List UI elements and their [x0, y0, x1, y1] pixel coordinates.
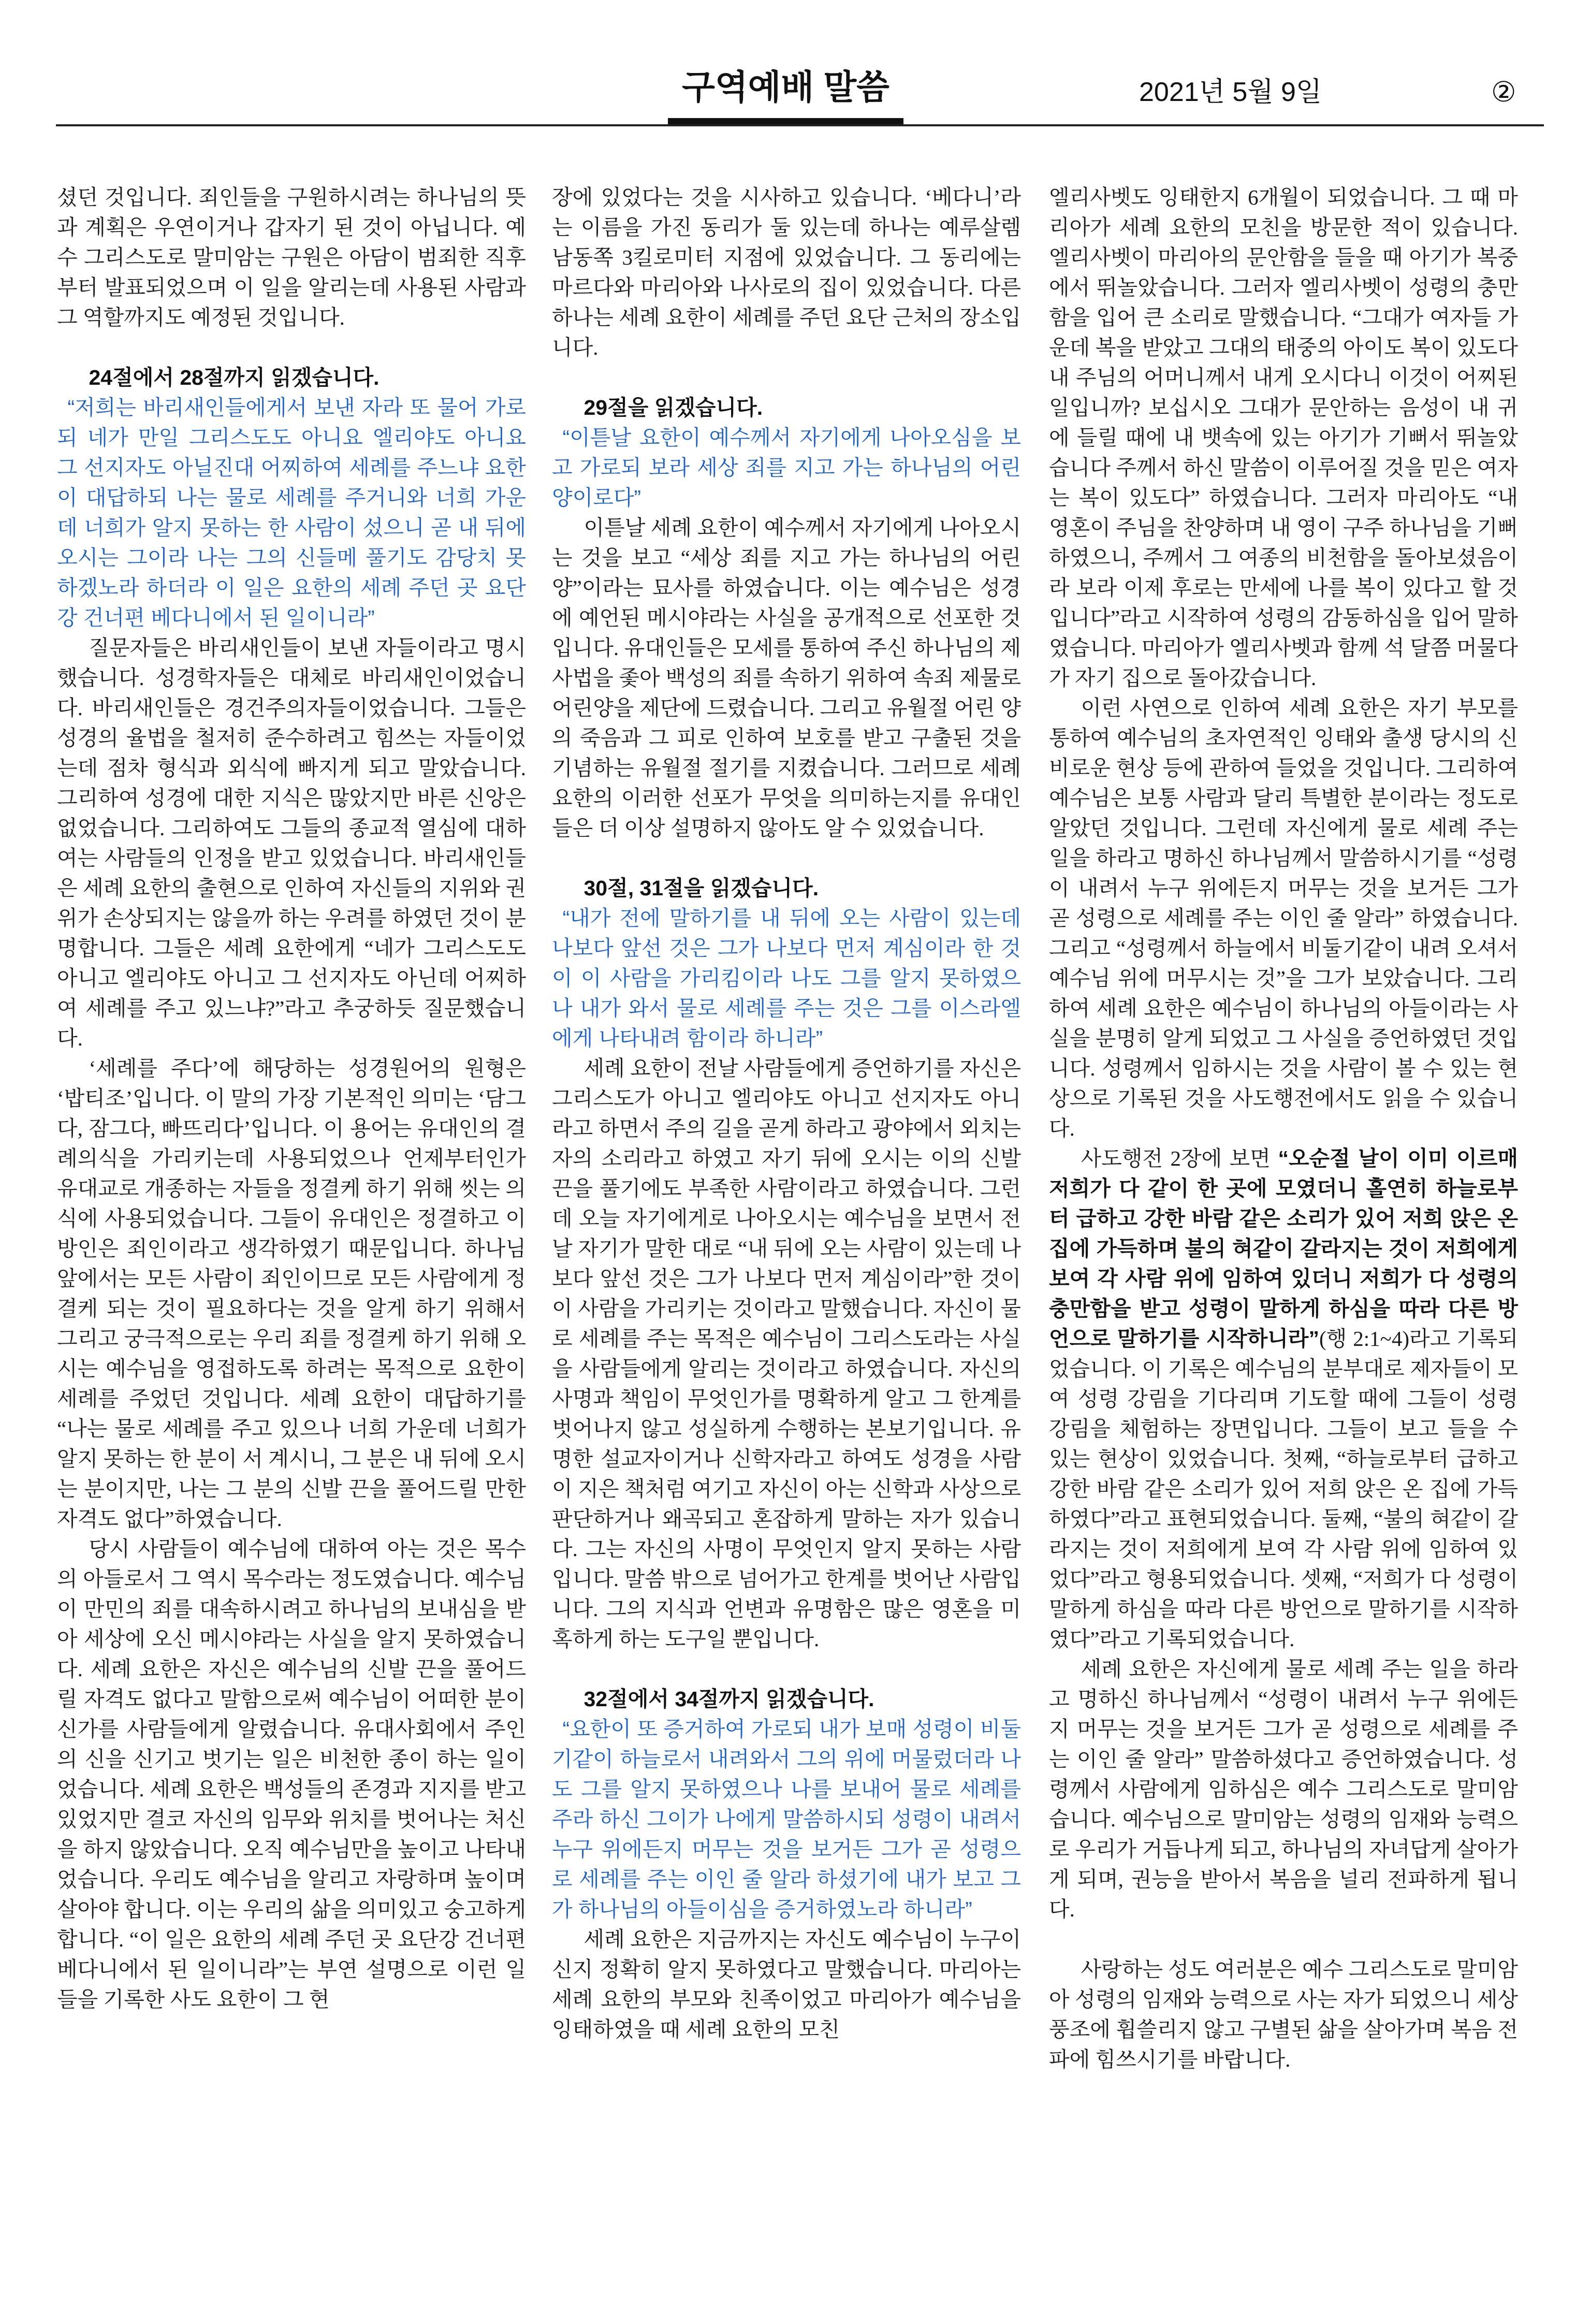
section-title: 구역예배 말씀 [682, 68, 889, 106]
text-column-1 [57, 182, 526, 2014]
body-paragraph: 셨던 것입니다. 죄인들을 구원하시려는 하나님의 뜻과 계획은 우연이거나 갑자기 된 것이 아닙니다. 예수 그리스도로 말미암는 구원은 아담이 범죄한 직후부터 발표되었으며 이 일을 알리는데 사용된 사람과 그 역할까지도 예정된 것입니다. [57, 185, 526, 329]
body-paragraph: 세례 요한은 자신에게 물로 세례 주는 일을 하라고 명하신 하나님께서 “성령이 내려서 누구 위에든지 머무는 것을 보거든 그가 곧 성령으로 세례를 주는 이인 줄 알라” 말씀하셨다고 증언하였습니다. 성령께서 사람에게 임하심은 예수 그리스도로 말미암습니다. 예수님으로 말미암는 성령의 임재와 능력으로 우리가 거듭나게 되고, 하나님의 자녀답게 살아가게 되며, 권능을 받아서 복음을 널리 전파하게 됩니다. [1049, 1657, 1518, 1921]
paragraph-text: (행 2:1~4)라고 기록되었습니다. 이 기록은 예수님의 분부대로 제자들이 모여 성령 강림을 기다리며 기도할 때에 그들이 성령 강림을 체험하는 장면입니다. 그들이 보고 들을 수 있는 현상이 있었습니다. 첫째, “하늘로부터 급하고 강한 바람 같은 소리가 있어 저희 앉은 온 집에 가득하였다”라고 표현되었습니다. 둘째, “불의 혀같이 갈라지는 것이 저희에게 보여 각 사람 위에 임하여 있었다”라고 형용되었습니다. 셋째, “저희가 다 성령이 말하게 하심을 따라 다른 방언으로 말하기를 시작하였다”라고 기록되었습니다. [1049, 1327, 1518, 1651]
scripture-quote: “이튿날 요한이 예수께서 자기에게 나아오심을 보고 가로되 보라 세상 죄를 지고 가는 하나님의 어린 양이로다” [552, 426, 1021, 510]
reading-heading: 29절을 읽겠습니다. [584, 396, 763, 419]
bold-scripture-citation: “오순절 날이 이미 이르매 저희가 다 같이 한 곳에 모였더니 홀연히 하늘로부터 급하고 강한 바람 같은 소리가 있어 저희 앉은 온 집에 가득하며 불의 혀같이 갈라지는 것이 저희에게 보여 각 사람 위에 임하여 있더니 저희가 다 성령의 충만함을 받고 성령이 말하게 하심을 따라 다른 방언으로 말하기를 시작하니라” [1049, 1146, 1518, 1350]
reading-heading: 32절에서 34절까지 읽겠습니다. [584, 1687, 874, 1711]
body-paragraph: 세례 요한은 지금까지는 자신도 예수님이 누구이신지 정확히 알지 못하였다고 말했습니다. 마리아는 세례 요한의 부모와 친족이었고 마리아가 예수님을 잉태하였을 때 세례 요한의 모친 [552, 1927, 1021, 2041]
text-column-3 [1049, 182, 1518, 2074]
body-paragraph: 질문자들은 바리새인들이 보낸 자들이라고 명시했습니다. 성경학자들은 대체로 바리새인이었습니다. 바리새인들은 경건주의자들이었습니다. 그들은 성경의 율법을 철저히 준수하려고 힘쓰는 자들이었는데 점차 형식과 외식에 빠지게 되고 말았습니다. 그리하여 성경에 대한 지식은 많았지만 바른 신앙은 없었습니다. 그리하여도 그들의 종교적 열심에 대하여는 사람들의 인정을 받고 있었습니다. 바리새인들은 세례 요한의 출현으로 인하여 자신들의 지위와 권위가 손상되지는 않을까 하는 우려를 하였던 것이 분명합니다. 그들은 세례 요한에게 “네가 그리스도도 아니고 엘리야도 아니고 그 선지자도 아닌데 어찌하여 세례를 주고 있느냐?”라고 추궁하듯 질문했습니다. [57, 636, 526, 1050]
header-rule [56, 124, 1544, 126]
body-paragraph: 당시 사람들이 예수님에 대하여 아는 것은 목수의 아들로서 그 역시 목수라는 정도였습니다. 예수님이 만민의 죄를 대속하시려고 하나님의 보내심을 받아 세상에 오신 메시야라는 사실을 알지 못하였습니다. 세례 요한은 자신은 예수님의 신발 끈을 풀어드릴 자격도 없다고 말함으로써 예수님이 어떠한 분이신가를 사람들에게 알렸습니다. 유대사회에서 주인의 신을 신기고 벗기는 일은 비천한 종이 하는 일이었습니다. 세례 요한은 백성들의 존경과 지지를 받고 있었지만 결코 자신의 임무와 위치를 벗어나는 처신을 하지 않았습니다. 오직 예수님만을 높이고 나타내었습니다. 우리도 예수님을 알리고 자랑하며 높이며 살아야 합니다. 이는 우리의 삶을 의미있고 숭고하게 합니다. “이 일은 요한의 세례 주던 곳 요단강 건너편 베다니에서 된 일이니라”는 부연 설명으로 이런 일들을 기록한 사도 요한이 그 현 [57, 1537, 526, 2011]
page-number: ② [1491, 76, 1516, 108]
reading-heading: 24절에서 28절까지 읽겠습니다. [89, 366, 380, 389]
body-paragraph: 이런 사연으로 인하여 세례 요한은 자기 부모를 통하여 예수님의 초자연적인 잉태와 출생 당시의 신비로운 현상 등에 관하여 들었을 것입니다. 그리하여 예수님은 보통 사람과 달리 특별한 분이라는 정도로 알았던 것입니다. 그런데 자신에게 물로 세례 주는 일을 하라고 명하신 하나님께서 말씀하시기를 “성령이 내려서 누구 위에든지 머무는 것을 보거든 그가 곧 성령으로 세례를 주는 이인 줄 알라” 하였습니다. 그리고 “성령께서 하늘에서 비둘기같이 내려 오셔서 예수님 위에 머무시는 것”을 그가 보았습니다. 그리하여 세례 요한은 예수님이 하나님의 아들이라는 사실을 분명히 알게 되었고 그 사실을 증언하였던 것입니다. 성령께서 임하시는 것을 사람이 볼 수 있는 현상으로 기록된 것을 사도행전에서도 읽을 수 있습니다. [1049, 696, 1518, 1140]
scripture-quote: “내가 전에 말하기를 내 뒤에 오는 사람이 있는데 나보다 앞선 것은 그가 나보다 먼저 계심이라 한 것이 이 사람을 가리킴이라 나도 그를 알지 못하였으나 내가 와서 물로 세례를 주는 것은 그를 이스라엘에게 나타내려 함이라 하니라” [552, 906, 1021, 1050]
reading-heading: 30절, 31절을 읽겠습니다. [584, 876, 819, 900]
body-paragraph: 이튿날 세례 요한이 예수께서 자기에게 나아오시는 것을 보고 “세상 죄를 지고 가는 하나님의 어린양”이라는 묘사를 하였습니다. 이는 예수님은 성경에 예언된 메시야라는 사실을 공개적으로 선포한 것입니다. 유대인들은 모세를 통하여 주신 하나님의 제사법을 좇아 백성의 죄를 속하기 위하여 속죄 제물로 어린양을 제단에 드렸습니다. 그리고 유월절 어린 양의 죽음과 그 피로 인하여 보호를 받고 구출된 것을 기념하는 유월절 절기를 지켰습니다. 그러므로 세례 요한의 이러한 선포가 무엇을 의미하는지를 유대인들은 더 이상 설명하지 않아도 알 수 있었습니다. [552, 516, 1021, 840]
issue-date: 2021년 5월 9일 [1139, 77, 1322, 107]
body-paragraph: 엘리사벳도 잉태한지 6개월이 되었습니다. 그 때 마리아가 세례 요한의 모친을 방문한 적이 있습니다. 엘리사벳이 마리아의 문안함을 들을 때 아기가 복중에서 뛰놀았습니다. 그러자 엘리사벳이 성령의 충만함을 입어 큰 소리로 말했습니다. “그대가 여자들 가운데 복을 받았고 그대의 태중의 아이도 복이 있도다 내 주님의 어머니께서 내게 오시다니 이것이 어찌된 일입니까? 보십시오 그대가 문안하는 음성이 내 귀에 들릴 때에 내 뱃속에 있는 아기가 기뻐서 뛰놀았습니다 주께서 하신 말씀이 이루어질 것을 믿은 여자는 복이 있도다” 하였습니다. 그러자 마리아도 “내 영혼이 주님을 찬양하며 내 영이 구주 하나님을 기뻐하였으니, 주께서 그 여종의 비천함을 돌아보셨음이라 보라 이제 후로는 만세에 나를 복이 있다고 할 것입니다”라고 시작하여 성령의 감동하심을 입어 말하였습니다. 마리아가 엘리사벳과 함께 석 달쯤 머물다가 자기 집으로 돌아갔습니다. [1049, 185, 1518, 690]
closing-paragraph: 사랑하는 성도 여러분은 예수 그리스도로 말미암아 성령의 임재와 능력으로 사는 자가 되었으니 세상 풍조에 휩쓸리지 않고 구별된 삶을 살아가며 복음 전파에 힘쓰시기를 바랍니다. [1049, 1957, 1518, 2071]
body-paragraph: 세례 요한이 전날 사람들에게 증언하기를 자신은 그리스도가 아니고 엘리야도 아니고 선지자도 아니라고 하면서 주의 길을 곧게 하라고 광야에서 외치는 자의 소리라고 하였고 자기 뒤에 오시는 이의 신발 끈을 풀기에도 부족한 사람이라고 하였습니다. 그런데 오늘 자기에게로 나아오시는 예수님을 보면서 전날 자기가 말한 대로 “내 뒤에 오는 사람이 있는데 나보다 앞선 것은 그가 나보다 먼저 계심이라”한 것이 이 사람을 가리키는 것이라고 말했습니다. 자신이 물로 세례를 주는 목적은 예수님이 그리스도라는 사실을 사람들에게 알리는 것이라고 하였습니다. 자신의 사명과 책임이 무엇인가를 명확하게 알고 그 한계를 벗어나지 않고 성실하게 수행하는 본보기입니다. 유명한 설교자이거나 신학자라고 하여도 성경을 사람이 지은 책처럼 여기고 자신이 아는 신학과 사상으로 판단하거나 왜곡되고 혼잡하게 말하는 자가 있습니다. 그는 자신의 사명이 무엇인지 알지 못하는 사람입니다. 말씀 밖으로 넘어가고 한계를 벗어난 사람입니다. 그의 지식과 언변과 유명함은 많은 영혼을 미혹하게 하는 도구일 뿐입니다. [552, 1056, 1021, 1651]
body-paragraph: 장에 있었다는 것을 시사하고 있습니다. ‘베다니’라는 이름을 가진 동리가 둘 있는데 하나는 예루살렘 남동쪽 3킬로미터 지점에 있었습니다. 그 동리에는 마르다와 마리아와 나사로의 집이 있었습니다. 다른 하나는 세례 요한이 세례를 주던 요단 근처의 장소입니다. [552, 185, 1021, 359]
paragraph-lead-text: 사도행전 2장에 보면 [1081, 1146, 1278, 1170]
scripture-quote: “요한이 또 증거하여 가로되 내가 보매 성령이 비둘기같이 하늘로서 내려와서 그의 위에 머물렀더라 나도 그를 알지 못하였으나 나를 보내어 물로 세례를 주라 하신 그이가 나에게 말씀하시되 성령이 내려서 누구 위에든지 머무는 것을 보거든 그가 곧 성령으로 세례를 주는 이인 줄 알라 하셨기에 내가 보고 그가 하나님의 아들이심을 증거하였노라 하니라” [552, 1717, 1022, 1921]
text-column-2 [552, 182, 1021, 2044]
body-paragraph [1049, 1143, 1518, 1654]
scripture-quote: “저희는 바리새인들에게서 보낸 자라 또 물어 가로되 네가 만일 그리스도도 아니요 엘리야도 아니요 그 선지자도 아닐진대 어찌하여 세례를 주느냐 요한이 대답하되 나는 물로 세례를 주거니와 너희 가운데 너희가 알지 못하는 한 사람이 섰으니 곧 내 뒤에 오시는 그이라 나는 그의 신들메 풀기도 감당치 못하겠노라 하더라 이 일은 요한의 세례 주던 곳 요단강 건너편 베다니에서 된 일이니라” [57, 396, 526, 630]
body-paragraph: ‘세례를 주다’에 해당하는 성경원어의 원형은 ‘밥티조’입니다. 이 말의 가장 기본적인 의미는 ‘담그다, 잠그다, 빠뜨리다’입니다. 이 용어는 유대인의 결례의식을 가리키는데 사용되었으나 언제부터인가 유대교로 개종하는 자들을 정결케 하기 위해 씻는 의식에 사용되었습니다. 그들이 유대인은 정결하고 이방인은 죄인이라고 생각하였기 때문입니다. 하나님 앞에서는 모든 사람이 죄인이므로 모든 사람에게 정결케 되는 것이 필요하다는 것을 알게 하기 위해서 그리고 궁극적으로는 우리 죄를 정결케 하기 위해 오시는 예수님을 영접하도록 하려는 목적으로 요한이 세례를 주었던 것입니다. 세례 요한이 대답하기를 “나는 물로 세례를 주고 있으나 너희 가운데 너희가 알지 못하는 한 분이 서 계시니, 그 분은 내 뒤에 오시는 분이지만, 나는 그 분의 신발 끈을 풀어드릴 만한 자격도 없다”하였습니다. [57, 1056, 526, 1531]
